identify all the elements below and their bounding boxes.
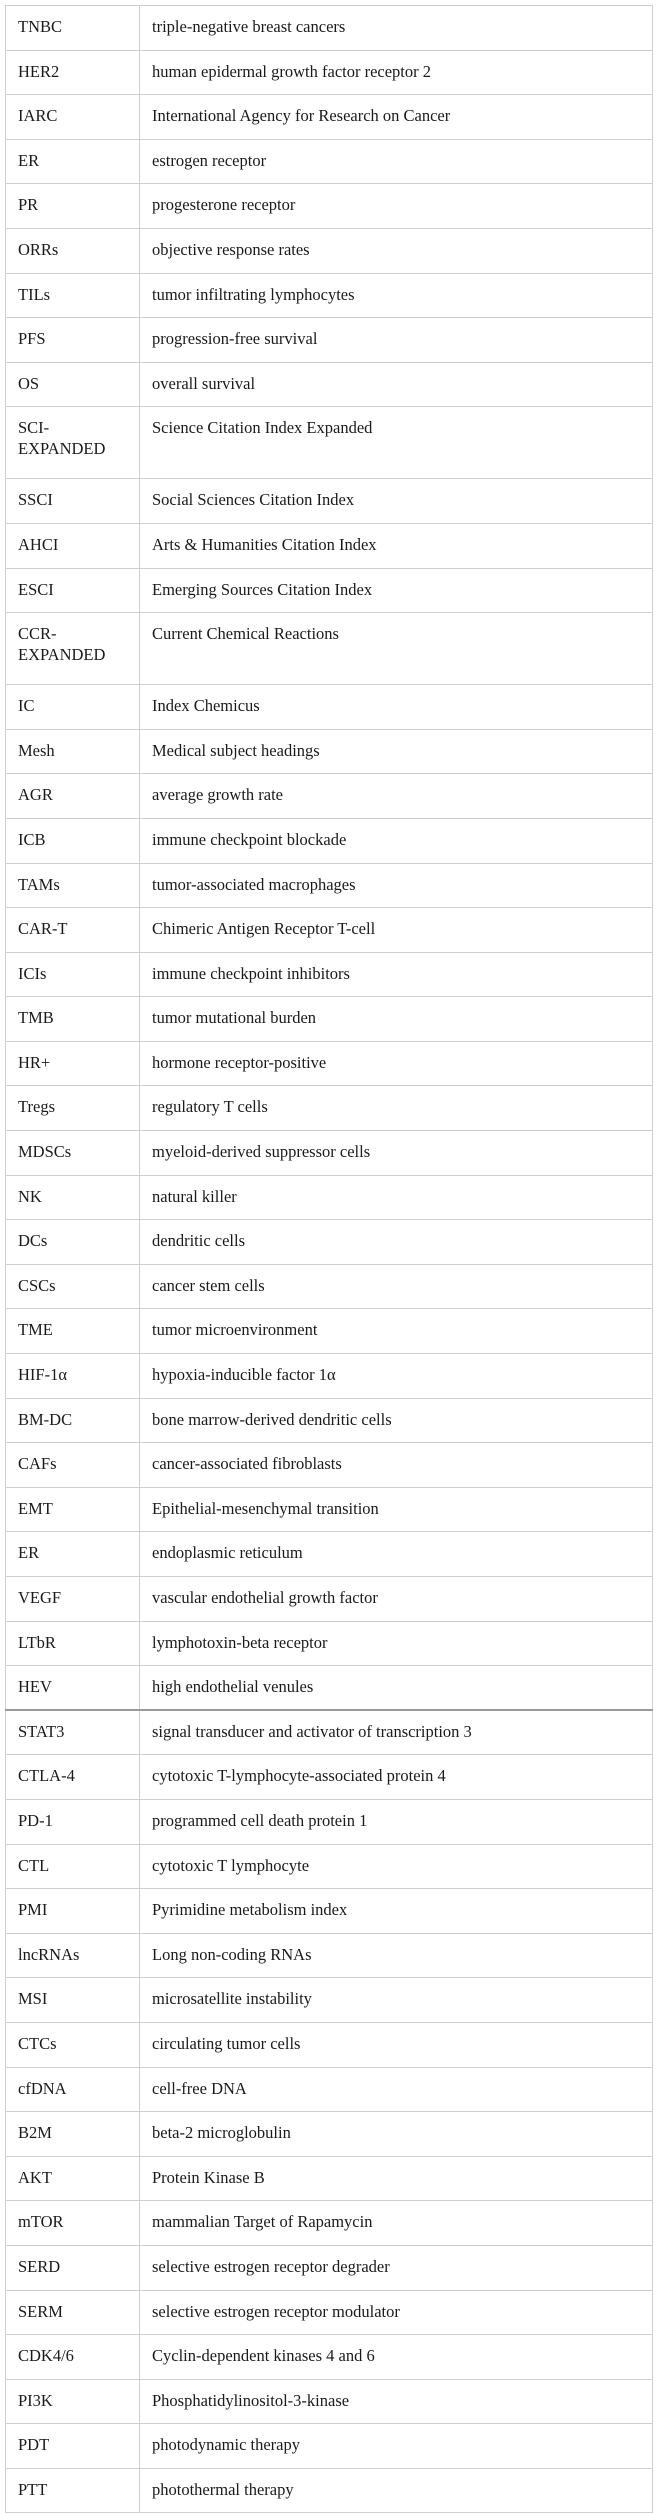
definition-cell: tumor mutational burden <box>140 997 653 1042</box>
abbreviations-table-body <box>6 6 653 2513</box>
abbreviation-cell: HER2 <box>6 50 140 95</box>
definition-cell: hormone receptor-positive <box>140 1041 653 1086</box>
abbreviation-cell: ESCI <box>6 568 140 613</box>
abbreviation-cell: Tregs <box>6 1086 140 1131</box>
table-row <box>6 685 653 730</box>
definition-cell: beta-2 microglobulin <box>140 2112 653 2157</box>
definition-cell: vascular endothelial growth factor <box>140 1577 653 1622</box>
definition-cell: programmed cell death protein 1 <box>140 1799 653 1844</box>
definition-cell: tumor-associated macrophages <box>140 863 653 908</box>
definition-cell: photothermal therapy <box>140 2468 653 2513</box>
definition-cell: objective response rates <box>140 228 653 273</box>
table-row <box>6 2335 653 2380</box>
table-row <box>6 1978 653 2023</box>
definition-cell: Cyclin-dependent kinases 4 and 6 <box>140 2335 653 2380</box>
table-row <box>6 1621 653 1666</box>
table-row <box>6 1889 653 1934</box>
abbreviation-cell: LTbR <box>6 1621 140 1666</box>
abbreviation-cell: CAFs <box>6 1443 140 1488</box>
definition-cell: lymphotoxin-beta receptor <box>140 1621 653 1666</box>
abbreviation-cell: PR <box>6 184 140 229</box>
abbreviation-cell: TAMs <box>6 863 140 908</box>
abbreviation-cell: mTOR <box>6 2201 140 2246</box>
abbreviation-cell: IARC <box>6 95 140 140</box>
definition-cell: progesterone receptor <box>140 184 653 229</box>
definition-cell: cell-free DNA <box>140 2067 653 2112</box>
abbreviation-cell: ICIs <box>6 952 140 997</box>
abbreviation-cell: CTL <box>6 1844 140 1889</box>
table-row <box>6 1844 653 1889</box>
abbreviation-cell: IC <box>6 685 140 730</box>
table-row <box>6 613 653 685</box>
definition-cell: photodynamic therapy <box>140 2424 653 2469</box>
table-row <box>6 1532 653 1577</box>
abbreviation-cell: CAR-T <box>6 908 140 953</box>
table-row <box>6 774 653 819</box>
table-row <box>6 318 653 363</box>
definition-cell: estrogen receptor <box>140 139 653 184</box>
definition-cell: International Agency for Research on Cancer <box>140 95 653 140</box>
definition-cell: human epidermal growth factor receptor 2 <box>140 50 653 95</box>
abbreviation-cell: AHCI <box>6 523 140 568</box>
abbreviation-cell: EMT <box>6 1487 140 1532</box>
definition-cell: regulatory T cells <box>140 1086 653 1131</box>
abbreviation-cell: B2M <box>6 2112 140 2157</box>
definition-cell: Long non-coding RNAs <box>140 1933 653 1978</box>
abbreviation-cell: CTLA-4 <box>6 1755 140 1800</box>
table-row <box>6 1666 653 1711</box>
table-row <box>6 2379 653 2424</box>
definition-cell: overall survival <box>140 362 653 407</box>
definition-cell: selective estrogen receptor degrader <box>140 2245 653 2290</box>
table-row <box>6 1577 653 1622</box>
abbreviation-cell: CSCs <box>6 1264 140 1309</box>
definition-cell: tumor microenvironment <box>140 1309 653 1354</box>
definition-cell: Social Sciences Citation Index <box>140 479 653 524</box>
table-row <box>6 407 653 479</box>
abbreviation-cell: PFS <box>6 318 140 363</box>
table-row <box>6 1220 653 1265</box>
definition-cell: cancer stem cells <box>140 1264 653 1309</box>
definition-cell: Epithelial-mesenchymal transition <box>140 1487 653 1532</box>
abbreviation-cell: PD-1 <box>6 1799 140 1844</box>
table-row <box>6 50 653 95</box>
table-row <box>6 908 653 953</box>
table-row <box>6 523 653 568</box>
table-row <box>6 228 653 273</box>
table-row <box>6 952 653 997</box>
abbreviation-cell: TMB <box>6 997 140 1042</box>
table-row <box>6 1086 653 1131</box>
table-row <box>6 1799 653 1844</box>
table-row <box>6 184 653 229</box>
table-row <box>6 273 653 318</box>
abbreviation-cell: HIF-1α <box>6 1354 140 1399</box>
definition-cell: hypoxia-inducible factor 1α <box>140 1354 653 1399</box>
table-row <box>6 997 653 1042</box>
definition-cell: myeloid-derived suppressor cells <box>140 1131 653 1176</box>
abbreviation-cell: CTCs <box>6 2022 140 2067</box>
table-row <box>6 2290 653 2335</box>
table-row <box>6 1264 653 1309</box>
table-row <box>6 2424 653 2469</box>
table-row <box>6 2112 653 2157</box>
abbreviation-cell: PI3K <box>6 2379 140 2424</box>
abbreviations-table <box>5 5 653 2513</box>
definition-cell: circulating tumor cells <box>140 2022 653 2067</box>
abbreviation-cell: PTT <box>6 2468 140 2513</box>
definition-cell: cytotoxic T lymphocyte <box>140 1844 653 1889</box>
abbreviation-cell: HEV <box>6 1666 140 1711</box>
abbreviation-cell: MSI <box>6 1978 140 2023</box>
abbreviation-cell: ER <box>6 1532 140 1577</box>
table-row <box>6 2156 653 2201</box>
abbreviation-cell: lncRNAs <box>6 1933 140 1978</box>
table-row <box>6 1710 653 1755</box>
table-row <box>6 479 653 524</box>
abbreviation-cell: CDK4/6 <box>6 2335 140 2380</box>
definition-cell: microsatellite instability <box>140 1978 653 2023</box>
abbreviation-cell: PDT <box>6 2424 140 2469</box>
definition-cell: Arts & Humanities Citation Index <box>140 523 653 568</box>
table-row <box>6 1354 653 1399</box>
definition-cell: Pyrimidine metabolism index <box>140 1889 653 1934</box>
abbreviation-cell: TNBC <box>6 6 140 51</box>
definition-cell: immune checkpoint blockade <box>140 818 653 863</box>
definition-cell: Chimeric Antigen Receptor T-cell <box>140 908 653 953</box>
table-row <box>6 95 653 140</box>
abbreviation-cell: OS <box>6 362 140 407</box>
abbreviation-cell: Mesh <box>6 729 140 774</box>
definition-cell: signal transducer and activator of transcription 3 <box>140 1710 653 1755</box>
abbreviation-cell: CCR-EXPANDED <box>6 613 140 685</box>
table-row <box>6 1309 653 1354</box>
abbreviation-cell: VEGF <box>6 1577 140 1622</box>
abbreviation-cell: ER <box>6 139 140 184</box>
table-row <box>6 362 653 407</box>
abbreviation-cell: MDSCs <box>6 1131 140 1176</box>
table-row <box>6 139 653 184</box>
definition-cell: selective estrogen receptor modulator <box>140 2290 653 2335</box>
abbreviation-cell: SERD <box>6 2245 140 2290</box>
definition-cell: immune checkpoint inhibitors <box>140 952 653 997</box>
definition-cell: Phosphatidylinositol-3-kinase <box>140 2379 653 2424</box>
abbreviation-cell: AGR <box>6 774 140 819</box>
table-row <box>6 1443 653 1488</box>
abbreviation-cell: HR+ <box>6 1041 140 1086</box>
abbreviation-cell: ICB <box>6 818 140 863</box>
table-row <box>6 1933 653 1978</box>
abbreviation-cell: ORRs <box>6 228 140 273</box>
definition-cell: cancer-associated fibroblasts <box>140 1443 653 1488</box>
table-row <box>6 2022 653 2067</box>
table-row <box>6 2468 653 2513</box>
table-row <box>6 729 653 774</box>
definition-cell: Index Chemicus <box>140 685 653 730</box>
table-row <box>6 6 653 51</box>
definition-cell: Science Citation Index Expanded <box>140 407 653 479</box>
table-row <box>6 2201 653 2246</box>
abbreviation-cell: TME <box>6 1309 140 1354</box>
abbreviation-cell: cfDNA <box>6 2067 140 2112</box>
definition-cell: bone marrow-derived dendritic cells <box>140 1398 653 1443</box>
table-row <box>6 568 653 613</box>
abbreviation-cell: NK <box>6 1175 140 1220</box>
abbreviation-cell: SCI-EXPANDED <box>6 407 140 479</box>
table-row <box>6 818 653 863</box>
definition-cell: Protein Kinase B <box>140 2156 653 2201</box>
definition-cell: cytotoxic T-lymphocyte-associated protein 4 <box>140 1755 653 1800</box>
table-row <box>6 1131 653 1176</box>
definition-cell: mammalian Target of Rapamycin <box>140 2201 653 2246</box>
definition-cell: dendritic cells <box>140 1220 653 1265</box>
definition-cell: high endothelial venules <box>140 1666 653 1711</box>
definition-cell: progression-free survival <box>140 318 653 363</box>
abbreviation-cell: PMI <box>6 1889 140 1934</box>
abbreviation-cell: TILs <box>6 273 140 318</box>
abbreviation-cell: SSCI <box>6 479 140 524</box>
abbreviation-cell: SERM <box>6 2290 140 2335</box>
abbreviation-cell: STAT3 <box>6 1710 140 1755</box>
abbreviation-cell: BM-DC <box>6 1398 140 1443</box>
definition-cell: endoplasmic reticulum <box>140 1532 653 1577</box>
definition-cell: natural killer <box>140 1175 653 1220</box>
table-row <box>6 2245 653 2290</box>
definition-cell: tumor infiltrating lymphocytes <box>140 273 653 318</box>
abbreviation-cell: DCs <box>6 1220 140 1265</box>
table-row <box>6 1487 653 1532</box>
table-row <box>6 863 653 908</box>
definition-cell: Medical subject headings <box>140 729 653 774</box>
table-row <box>6 2067 653 2112</box>
definition-cell: average growth rate <box>140 774 653 819</box>
definition-cell: triple-negative breast cancers <box>140 6 653 51</box>
definition-cell: Current Chemical Reactions <box>140 613 653 685</box>
definition-cell: Emerging Sources Citation Index <box>140 568 653 613</box>
abbreviation-cell: AKT <box>6 2156 140 2201</box>
table-row <box>6 1175 653 1220</box>
table-row <box>6 1755 653 1800</box>
table-row <box>6 1398 653 1443</box>
table-row <box>6 1041 653 1086</box>
